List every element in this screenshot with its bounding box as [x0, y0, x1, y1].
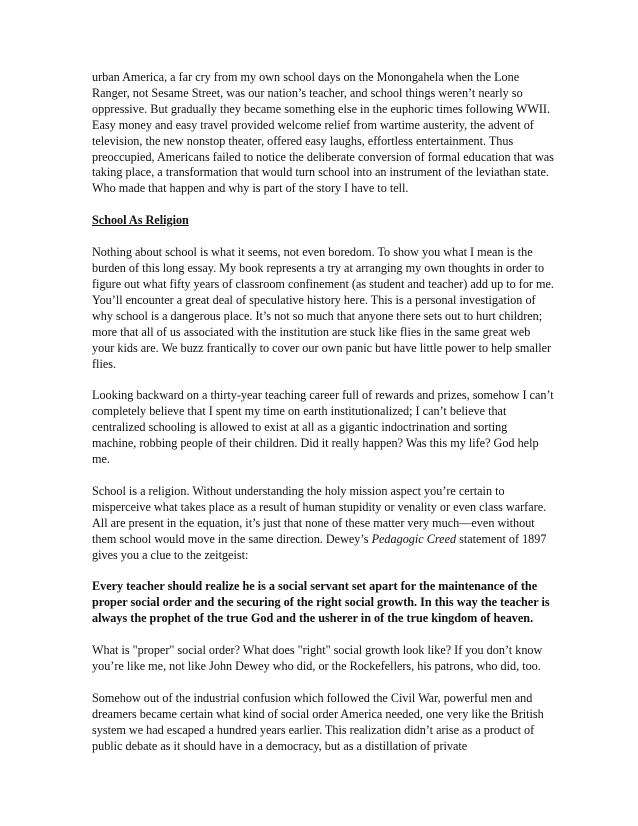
document-page — [92, 70, 554, 771]
paragraph-social-order: What is "proper" social order? What does "right" social growth look like? If you don’t know you’re like me, not like John Dewey who did, or the Rockefellers, his patrons, who did, too. — [92, 643, 543, 674]
paragraph-religion-text-start: School is a religion. Without understanding the holy mission aspect you’re certain to misperceive what takes place as a result of human stupidity or venality or even class warfare. All are present in the equation, it’s just that none of these matter very much—even without them school would move in the same direction. Dewey’s — [92, 483, 547, 546]
paragraph-civil-war: Somehow out of the industrial confusion which followed the Civil War, powerful men and dreamers became certain what kind of social order America needed, one very like the British system we had escaped a hundred years earlier. This realization didn’t arise as a product of public debate as it should have in a democracy, but as a distillation of private — [92, 691, 544, 753]
paragraph-career: Looking backward on a thirty-year teaching career full of rewards and prizes, somehow I can’t completely believe that I spent my time on earth institutionalized; I can’t believe that centralized schooling is allowed to exist at all as a gigantic indoctrination and sorting machine, robbing people of their children. Did it really happen? Was this my life? God help me. — [92, 388, 554, 467]
paragraph-boredom: Nothing about school is what it seems, not even boredom. To show you what I mean is the burden of this long essay. My book represents a try at arranging my own thoughts in order to figure out what fifty years of classroom confinement (as student and teacher) add up to for me. You’ll encounter a great deal of speculative history here. This is a personal investigation of why school is a dangerous place. It’s not so much that anyone there sets out to hurt children; more that all of us associated with the institution are stuck like flies in the same great web your kids are. We buzz frantically to cover our own panic but have little power to help smaller flies. — [92, 245, 554, 371]
paragraph-religion — [92, 484, 554, 564]
paragraph-intro: urban America, a far cry from my own school days on the Monongahela when the Lone Ranger, not Sesame Street, was our nation’s teacher, and school things weren’t nearly so oppressive. But gradually they became something else in the euphoric times following WWII. Easy money and easy travel provided welcome relief from wartime austerity, the advent of television, the new nonstop theater, offered easy laughs, effortless entertainment. Thus preoccupied, Americans failed to notice the deliberate conversion of formal education that was taking place, a transformation that would turn school into an instrument of the leviathan state. Who made that happen and why is part of the story I have to tell. — [92, 70, 554, 196]
dewey-quote: Every teacher should realize he is a social servant set apart for the maintenance of the proper social order and the securing of the right social growth. In this way the teacher is always the prophet of the true God and the usherer in of the true kingdom of heaven. — [92, 579, 550, 626]
section-heading: School As Religion — [92, 213, 189, 228]
paragraph-religion-text-end: statement of 1897 gives you a clue to the zeitgeist: — [92, 531, 547, 562]
pedagogic-creed-title: Pedagogic Creed — [371, 531, 457, 546]
